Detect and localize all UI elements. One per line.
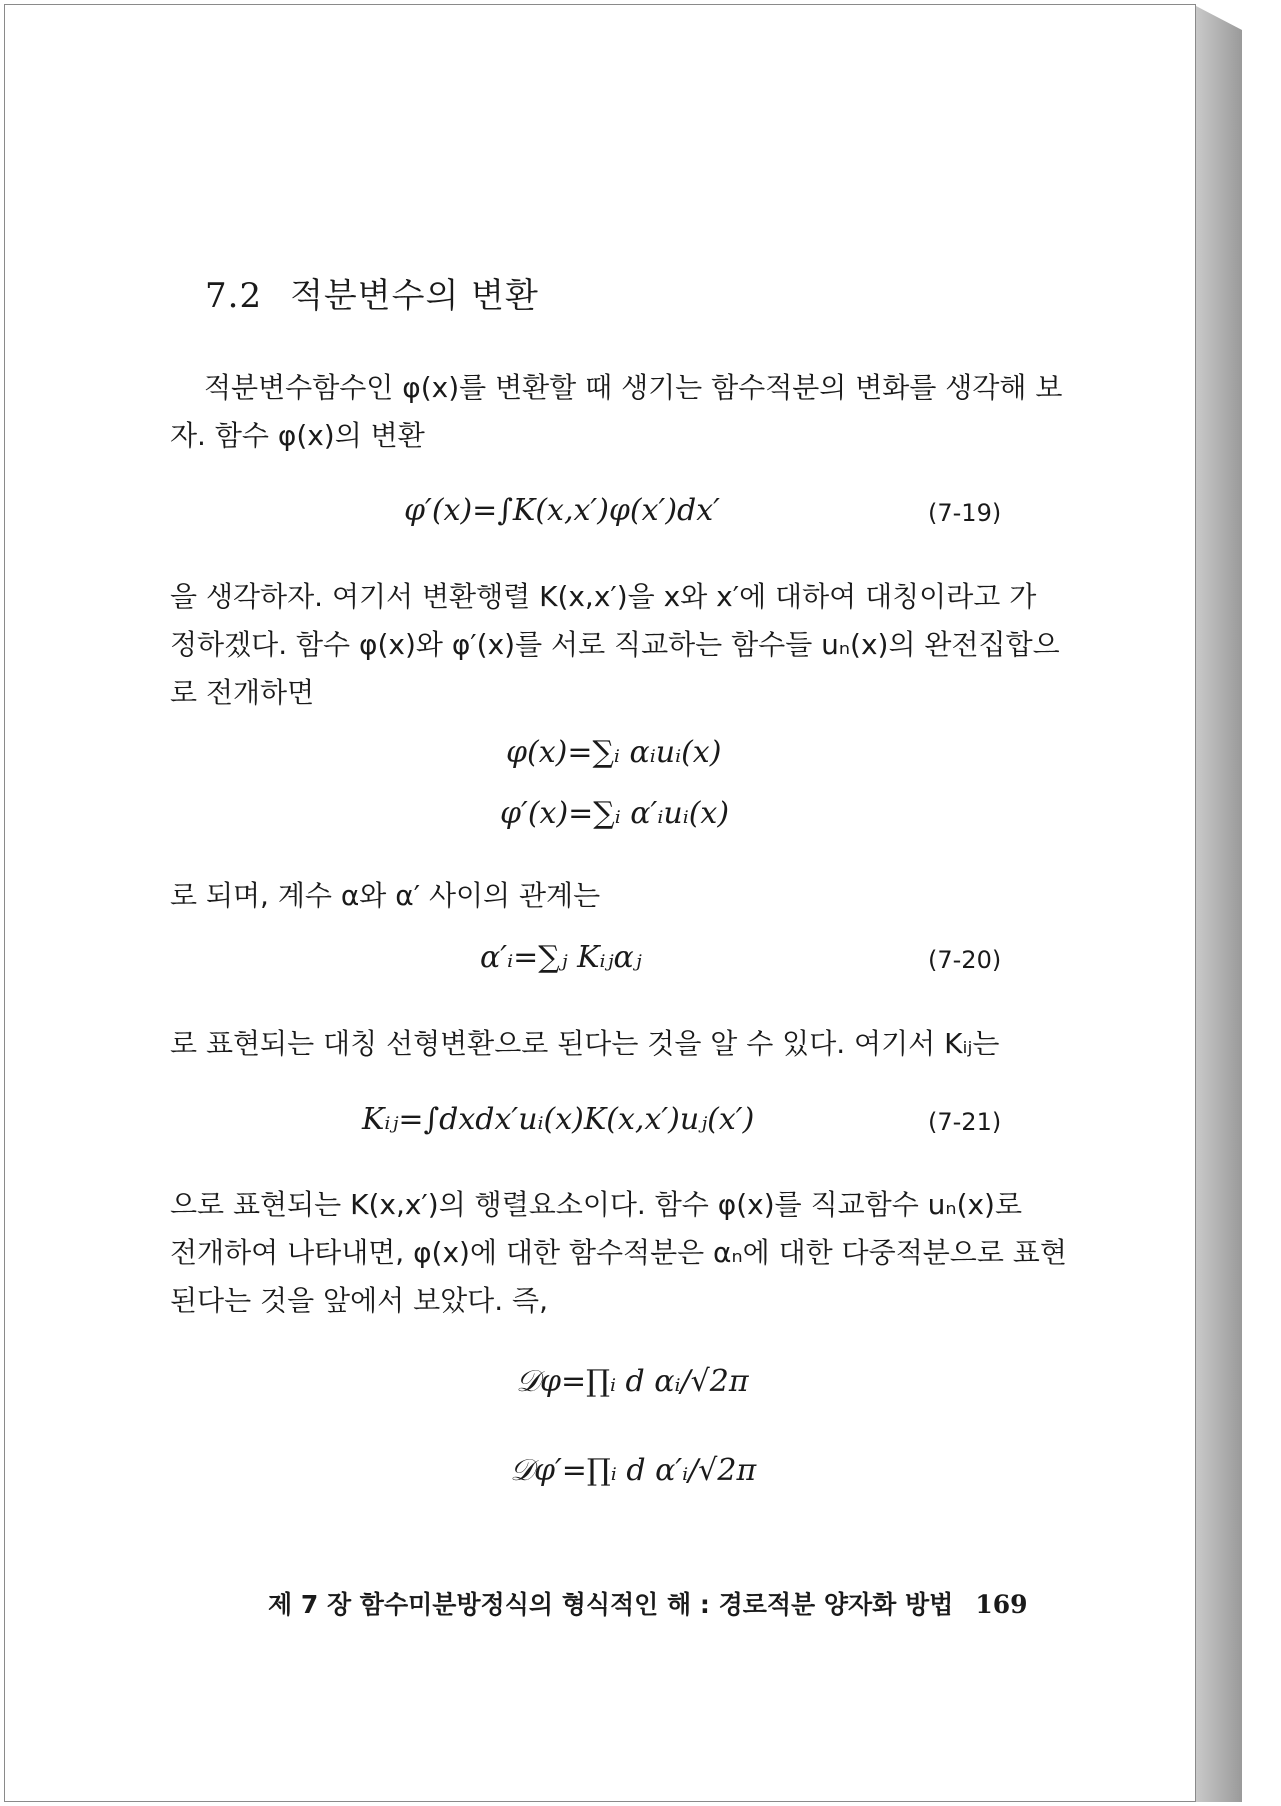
expansion-phi: φ(x)=∑ᵢ αᵢuᵢ(x) [506,735,722,770]
page-number: 169 [975,1590,1028,1619]
paragraph-line: 으로 표현되는 K(x,x′)의 행렬요소이다. 함수 φ(x)를 직교함수 uₙ(x)로 [170,1188,1023,1221]
paragraph-1 [170,364,1063,460]
book-page-edge [1196,6,1242,1802]
measure-phi-prime: 𝒟φ′=∏ᵢ d α′ᵢ/√2π [510,1453,757,1488]
section-title-text: 적분변수의 변환 [290,276,539,316]
equation-7-21: Kᵢⱼ=∫dxdx′uᵢ(x)K(x,x′)uⱼ(x′) [362,1102,755,1137]
paragraph-line: 로 표현되는 대칭 선형변환으로 된다는 것을 알 수 있다. 여기서 Kᵢⱼ는 [170,1027,1000,1060]
paragraph-line: 적분변수함수인 φ(x)를 변환할 때 생기는 함수적분의 변화를 생각해 보 [204,371,1063,404]
paragraph-5 [170,1181,1067,1325]
measure-phi: 𝒟φ=∏ᵢ d αᵢ/√2π [516,1364,749,1399]
paragraph-line: 된다는 것을 앞에서 보았다. 즉, [170,1284,548,1317]
chapter-title: 제 7 장 함수미분방정식의 형식적인 해 : 경로적분 양자화 방법 [268,1590,954,1619]
equation-7-20: α′ᵢ=∑ⱼ Kᵢⱼαⱼ [480,940,642,975]
expansion-phi-prime: φ′(x)=∑ᵢ α′ᵢuᵢ(x) [500,796,730,831]
section-heading [205,268,539,317]
equation-number: (7-20) [928,946,1002,974]
section-number: 7.2 [205,276,263,316]
paragraph-line: 자. 함수 φ(x)의 변환 [170,419,425,452]
running-footer [268,1585,1028,1621]
paragraph-3 [170,872,1032,920]
paragraph-line: 로 전개하면 [170,676,315,709]
equation-7-19: φ′(x)=∫K(x,x′)φ(x′)dx′ [404,493,720,528]
equation-number: (7-19) [928,499,1002,527]
paragraph-line: 로 되며, 계수 α와 α′ 사이의 관계는 [170,879,601,912]
paragraph-line: 정하겠다. 함수 φ(x)와 φ′(x)를 서로 직교하는 함수들 uₙ(x)의 완전집합으 [170,628,1060,661]
paragraph-line: 전개하여 나타내면, φ(x)에 대한 함수적분은 αₙ에 대한 다중적분으로 표현 [170,1236,1067,1269]
paragraph-2 [170,573,1060,717]
equation-number: (7-21) [928,1108,1002,1136]
paragraph-4 [170,1020,1032,1068]
paragraph-line: 을 생각하자. 여기서 변환행렬 K(x,x′)을 x와 x′에 대하여 대칭이라고 가 [170,580,1037,613]
